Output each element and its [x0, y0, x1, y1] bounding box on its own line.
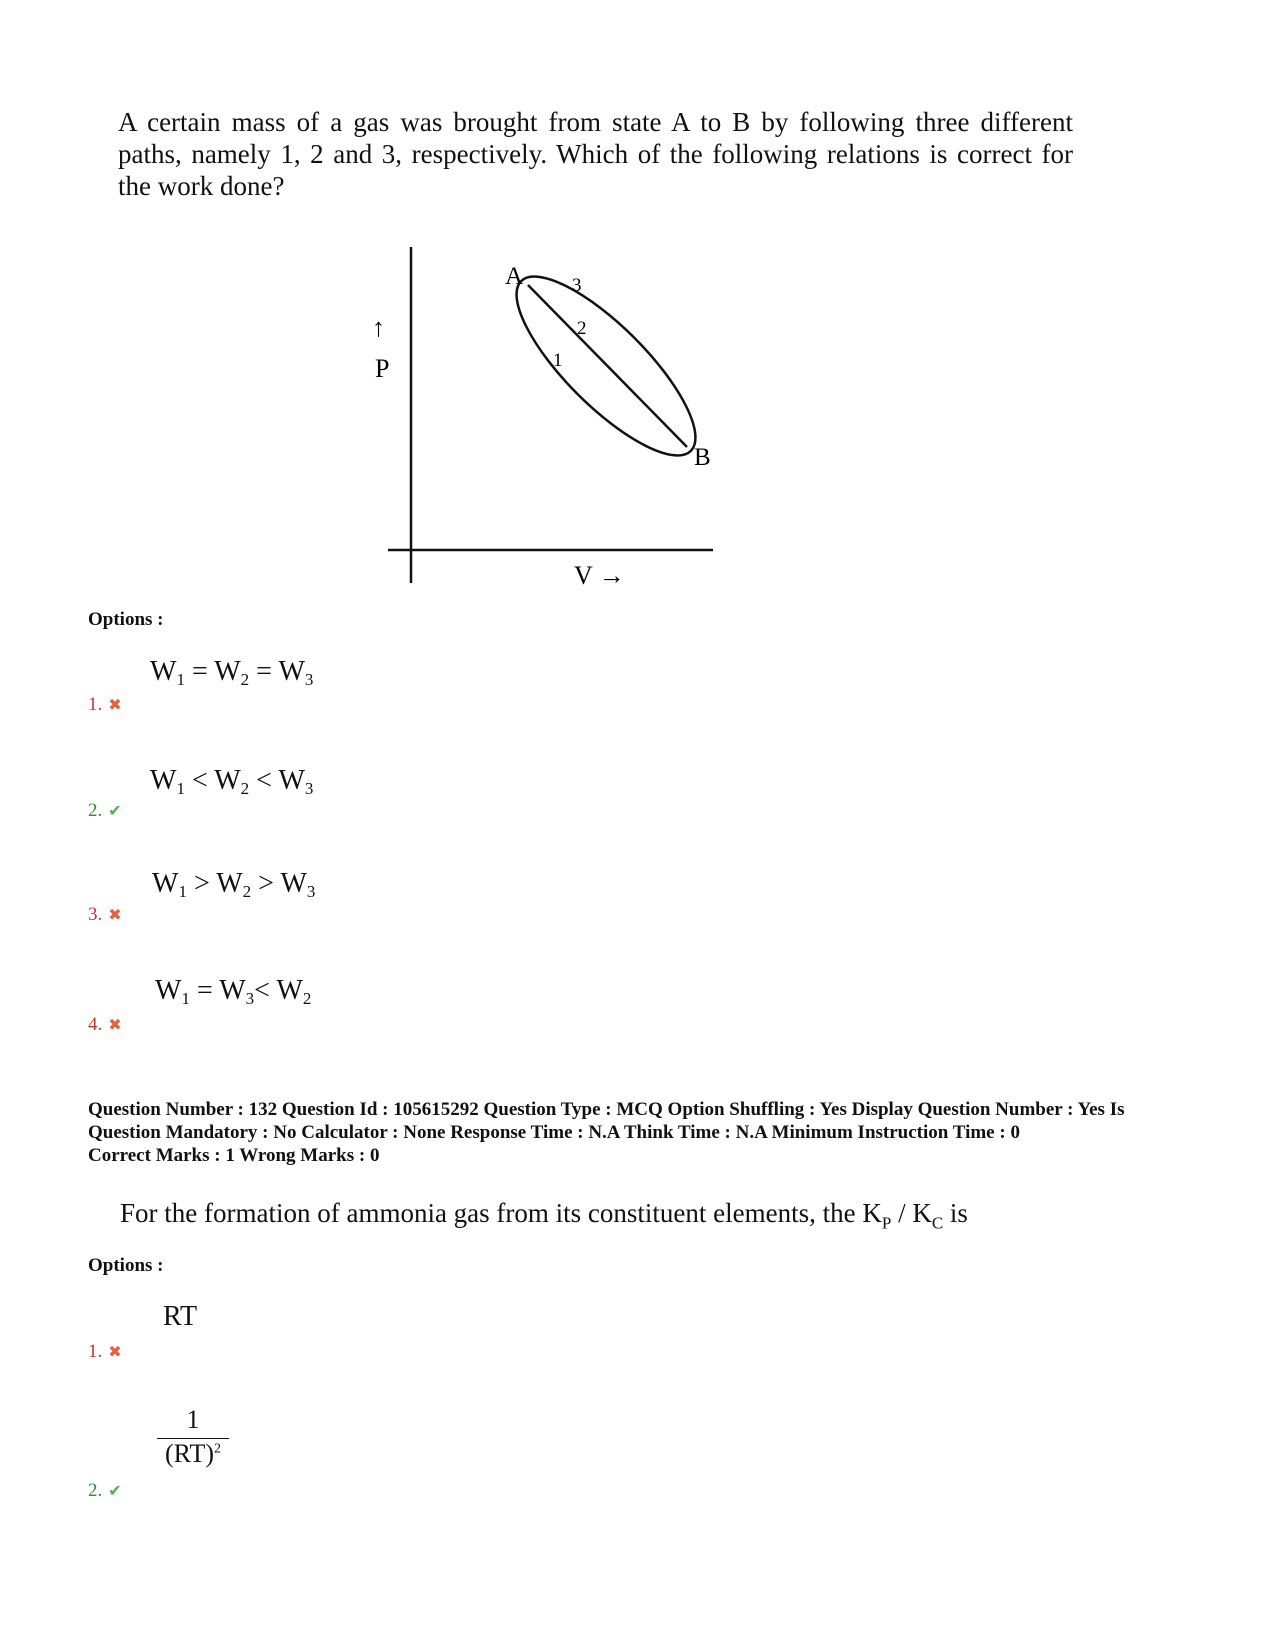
- option-2-formula: $W_1 < W_2 < W_3$: [150, 765, 314, 798]
- options-heading: Options :: [88, 609, 164, 630]
- option-1-number: 1. ✖: [88, 694, 122, 715]
- point-b-label: B: [694, 444, 711, 471]
- check-icon: ✔: [108, 1483, 122, 1500]
- q2-option-1-value: RT: [163, 1301, 198, 1332]
- options-heading-2: Options :: [88, 1255, 164, 1276]
- option-4-number: 4. ✖: [88, 1014, 122, 1035]
- path-2-label: 2: [577, 318, 587, 339]
- pv-diagram: [0, 0, 1275, 620]
- q2-option-2-fraction: $\frac{1}{(RT)^2}$: [157, 1405, 229, 1469]
- question-2-text: For the formation of ammonia gas from its constituent elements, the $K_P / K_C$ is: [120, 1198, 968, 1233]
- path-3-label: 3: [572, 275, 582, 296]
- q2-option-2-number: 2. ✔: [88, 1480, 122, 1501]
- point-a-label: A: [505, 263, 524, 290]
- y-axis-label: P: [375, 354, 390, 383]
- y-arrow: ↑: [372, 313, 385, 342]
- path-1-label: 1: [553, 350, 563, 371]
- option-4-formula: $W_1 = W_3< W_2$: [155, 975, 312, 1008]
- option-1-formula: $W_1 = W_2 = W_3$: [150, 656, 314, 689]
- option-2-number: 2. ✔: [88, 800, 122, 821]
- question-text: A certain mass of a gas was brought from state A to B by following three different paths, namely 1, 2 and 3, respectively. Which of the following relations is correct for the work done?: [118, 107, 1073, 201]
- check-icon: ✔: [108, 803, 122, 820]
- q2-option-1-number: 1. ✖: [88, 1341, 122, 1362]
- x-axis-label: V →: [574, 561, 625, 590]
- question-meta: Question Number : 132 Question Id : 105615292 Question Type : MCQ Option Shuffling : Yes Display Question Number : Yes Is Question Mandatory : No Calculator : None Response Time : N.A Think Time : N.A Minimum Instruction Time : 0 Correct Marks : 1 Wrong Marks : 0: [88, 1099, 1125, 1166]
- cross-icon: ✖: [108, 907, 122, 924]
- cross-icon: ✖: [108, 1344, 122, 1361]
- option-3-number: 3. ✖: [88, 904, 122, 925]
- cross-icon: ✖: [108, 1017, 122, 1034]
- cross-icon: ✖: [108, 697, 122, 714]
- option-3-formula: $W_1 > W_2 > W_3$: [152, 868, 316, 901]
